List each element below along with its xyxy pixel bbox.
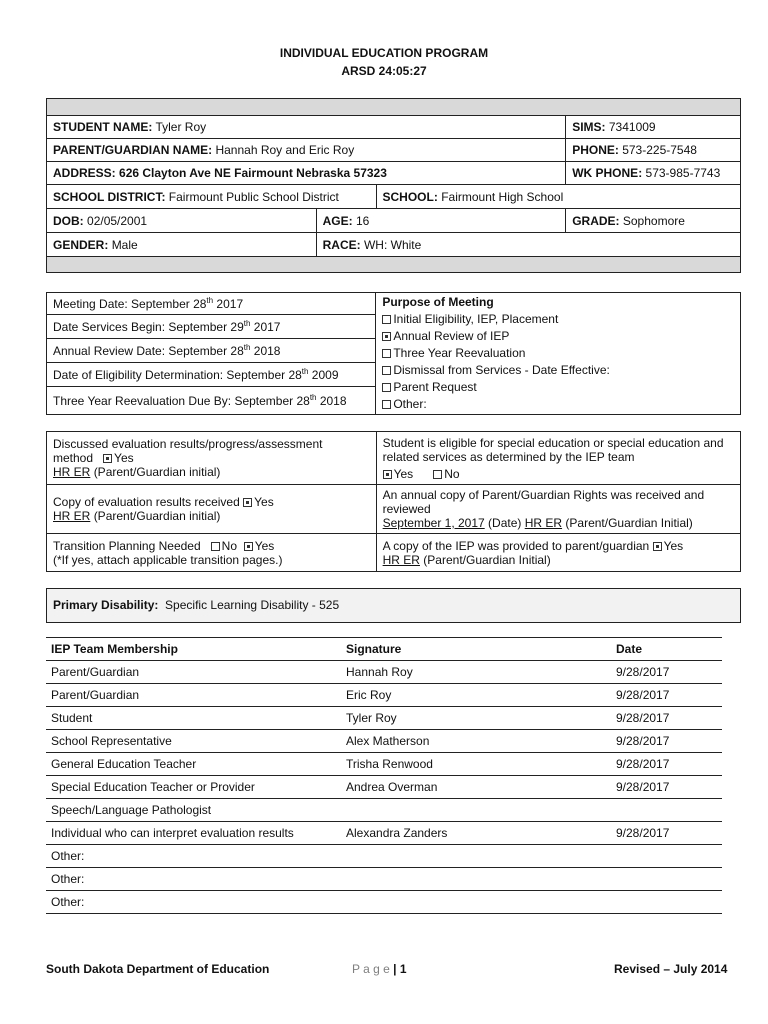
- student-name: Tyler Roy: [155, 120, 207, 134]
- school-cell: SCHOOL: Fairmount High School: [376, 185, 741, 209]
- primary-disability-label: Primary Disability:: [53, 598, 159, 612]
- table-row: Student Tyler Roy 9/28/2017: [46, 707, 722, 730]
- sims-value: 7341009: [608, 120, 656, 134]
- footer-page-number: 1: [399, 962, 407, 976]
- grey-band-top: [47, 99, 741, 116]
- reevaluation-date: Three Year Reevaluation Due By: September 28th 2018: [47, 387, 376, 415]
- checkbox-eligible-yes[interactable]: [383, 470, 392, 479]
- dob-cell: DOB: 02/05/2001: [47, 209, 317, 233]
- gender-value: Male: [111, 237, 138, 252]
- team-header-membership: IEP Team Membership: [46, 638, 341, 661]
- purpose-option-dismissal: Dismissal from Services - Date Effective:: [382, 362, 734, 379]
- iep-team-table: [46, 637, 722, 914]
- table-row: Parent/Guardian Hannah Roy 9/28/2017: [46, 661, 722, 684]
- race-value: WH: White: [363, 237, 422, 252]
- table-row: Speech/Language Pathologist: [46, 799, 722, 822]
- footer-revised: Revised – July 2014: [614, 962, 728, 976]
- checkbox-other[interactable]: [382, 400, 391, 409]
- checkbox-copy-yes[interactable]: [243, 498, 252, 507]
- checkbox-discussed-yes[interactable]: [103, 454, 112, 463]
- student-name-cell: STUDENT NAME: Tyler Roy: [47, 116, 566, 139]
- eligibility-date: Date of Eligibility Determination: September 28th 2009: [47, 363, 376, 387]
- copy-received-cell: Copy of evaluation results received Yes HR ER (Parent/Guardian initial): [47, 485, 377, 534]
- checkbox-initial[interactable]: [382, 315, 391, 324]
- table-row: General Education Teacher Trisha Renwood 9/28/2017: [46, 753, 722, 776]
- wk-phone-value: 573-985-7743: [645, 166, 721, 180]
- checkbox-parent[interactable]: [382, 383, 391, 392]
- purpose-of-meeting: [376, 293, 741, 415]
- purpose-option-parent: Parent Request: [382, 379, 734, 396]
- phone-cell: PHONE: 573-225-7548: [566, 139, 741, 162]
- checkbox-iep-copy-yes[interactable]: [653, 542, 662, 551]
- school-value: Fairmount High School: [441, 189, 564, 204]
- footer-page-label: P a g e: [352, 962, 390, 976]
- checkbox-reeval[interactable]: [382, 349, 391, 358]
- document-subtitle: ARSD 24:05:27: [341, 64, 427, 78]
- age-value: 16: [355, 213, 370, 228]
- wk-phone-cell: WK PHONE: 573-985-7743: [566, 162, 741, 185]
- district-value: Fairmount Public School District: [168, 189, 339, 204]
- table-row: Individual who can interpret evaluation results Alexandra Zanders 9/28/2017: [46, 822, 722, 845]
- purpose-option-annual: Annual Review of IEP: [382, 328, 734, 345]
- table-row: Other:: [46, 845, 722, 868]
- document-title: INDIVIDUAL EDUCATION PROGRAM: [279, 46, 489, 60]
- table-row: Other:: [46, 868, 722, 891]
- address-value: 626 Clayton Ave NE Fairmount Nebraska 57323: [119, 166, 387, 180]
- table-row: Special Education Teacher or Provider Andrea Overman 9/28/2017: [46, 776, 722, 799]
- purpose-option-reeval: Three Year Reevaluation: [382, 345, 734, 362]
- checkbox-transition-yes[interactable]: [244, 542, 253, 551]
- meeting-dates-table: [46, 292, 741, 415]
- primary-disability-box: [46, 588, 741, 623]
- footer-page: P a g e | 1: [352, 962, 407, 976]
- grade-cell: GRADE: Sophomore: [566, 209, 741, 233]
- purpose-option-initial: Initial Eligibility, IEP, Placement: [382, 311, 734, 328]
- race-cell: RACE: WH: White: [316, 233, 740, 257]
- checkbox-dismissal[interactable]: [382, 366, 391, 375]
- primary-disability-value: Specific Learning Disability - 525: [165, 598, 340, 612]
- purpose-title: Purpose of Meeting: [382, 295, 494, 309]
- evaluation-table: [46, 431, 741, 572]
- team-header-signature: Signature: [341, 638, 611, 661]
- checkbox-annual[interactable]: [382, 332, 391, 341]
- table-row: Parent/Guardian Eric Roy 9/28/2017: [46, 684, 722, 707]
- purpose-option-other: Other:: [382, 396, 734, 413]
- age-cell: AGE: 16: [316, 209, 566, 233]
- parent-name-cell: PARENT/GUARDIAN NAME: Hannah Roy and Eric Roy: [47, 139, 566, 162]
- grey-band-bottom: [47, 257, 741, 273]
- transition-cell: Transition Planning Needed No Yes (*If yes, attach applicable transition pages.): [47, 534, 377, 572]
- discussed-evaluation-cell: Discussed evaluation results/progress/assessment method Yes HR ER (Parent/Guardian initial): [47, 432, 377, 485]
- district-cell: SCHOOL DISTRICT: Fairmount Public School District: [47, 185, 377, 209]
- team-header-date: Date: [611, 638, 722, 661]
- rights-cell: An annual copy of Parent/Guardian Rights was received and reviewed September 1, 2017 (Date) HR ER (Parent/Guardian Initial): [376, 485, 740, 534]
- phone-value: 573-225-7548: [622, 143, 697, 157]
- sims-cell: SIMS: 7341009: [566, 116, 741, 139]
- grade-value: Sophomore: [622, 213, 685, 228]
- address-cell: ADDRESS: 626 Clayton Ave NE Fairmount Nebraska 57323: [47, 162, 566, 185]
- table-row: School Representative Alex Matherson 9/28/2017: [46, 730, 722, 753]
- dob-value: 02/05/2001: [87, 213, 148, 228]
- iep-copy-cell: A copy of the IEP was provided to parent/guardian Yes HR ER (Parent/Guardian Initial): [376, 534, 740, 572]
- annual-review-date: Annual Review Date: September 28th 2018: [47, 339, 376, 363]
- parent-name: Hannah Roy and Eric Roy: [215, 143, 355, 157]
- checkbox-transition-no[interactable]: [211, 542, 220, 551]
- student-info-table: [46, 98, 741, 273]
- gender-cell: GENDER: Male: [47, 233, 317, 257]
- table-row: Other:: [46, 891, 722, 914]
- footer-department: South Dakota Department of Education: [46, 962, 270, 976]
- eligible-cell: Student is eligible for special education or special education and related services as determined by the IEP team Yes No: [376, 432, 740, 485]
- services-date: Date Services Begin: September 29th 2017: [47, 315, 376, 339]
- checkbox-eligible-no[interactable]: [433, 470, 442, 479]
- meeting-date: Meeting Date: September 28th 2017: [47, 293, 376, 315]
